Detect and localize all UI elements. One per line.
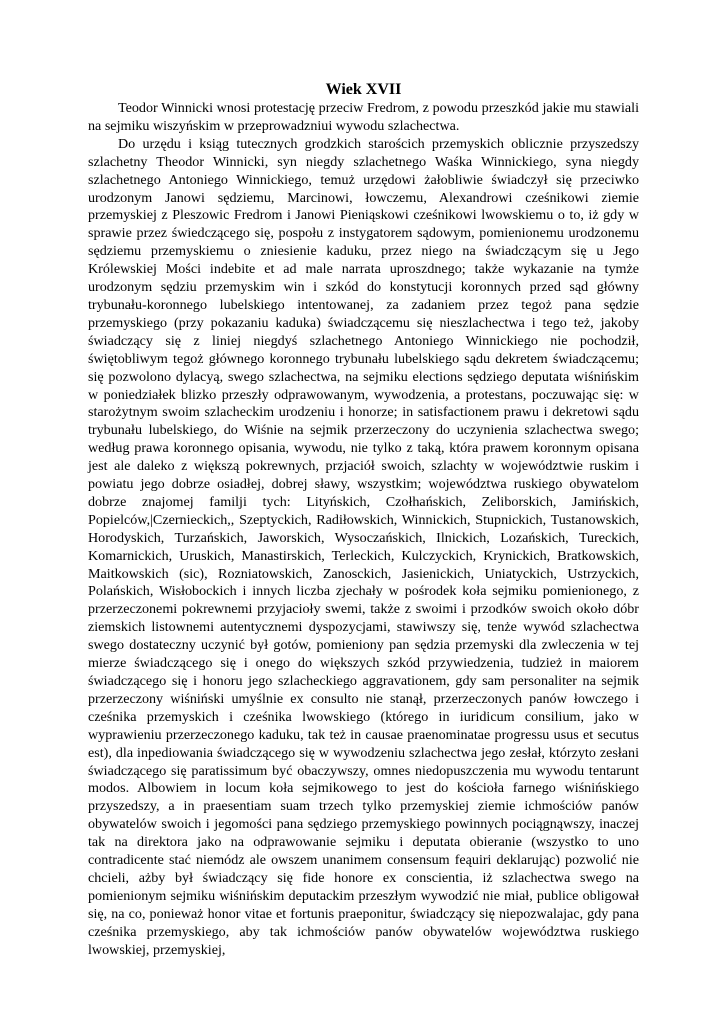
document-page <box>88 80 639 960</box>
document-paragraph-2: Do urzędu i ksiąg tutecznych grodzkich starościch przemyskich oblicznie przyszedszy szlachetny Theodor Winnicki, syn niegdy szlachetnego Waśka Winnickiego, syna niegdy szlachetnego Antoniego Winnickiego, temuż urzędowi żałobliwie świadczył się przeciwko urodzonym Janowi sędziemu, Marcinowi, łowczemu, Alexandrowi cześnikowi ziemie przemyskiej z Pleszowic Fredrom i Janowi Pieniąskowi cześnikowi lwowskiemu o to, iż gdy w sprawie przez świedczącego się, pospołu z instygatorem sądowym, pomienionemu urodzonemu sędziemu przemyskiemu o zniesienie kaduku, przez niego na świadczącym się u Jego Królewskiej Mości indebite et ad male narrata uproszdnego; także wykazanie na tymże urodzonym sędziu przemyskim win i szkód do konstytucji koronnych przed sąd główny trybunału-koronnego lubelskiego intentowanej, za zadaniem przez tegoż pana sędzie przemyskiego (przy pokazaniu kaduka) świadczącemu się nieszlachectwa i tego też, jakoby świadczący się z liniej niegdyś szlachetnego Antoniego Winnickiego nie pochodził, świętobliwym tegoż głównego koronnego trybunału lubelskiego sądu dekretem świadczącemu; się pozwolono dylacyą, swego szlachectwa, na sejmiku elections sędziego deputata wiśnińskim w poniedziałek blizko przeszły odprawowanym, wywodzenia, a protestans, poczuwając się: w starożytnym swoim szlacheckim urodzeniu i honorze; in satisfactionem prawu i dekretowi sądu trybunału lubelskiego, do Wiśnie na sejmik przerzeczony do uczynienia szlachectwa swego; według prawa koronnego opisania, wywodu, nie tylko z taką, która prawem koronnym opisana jest ale daleko z większą pokrewnych, przjaciół swoich, szlachty w województwie ruskim i powiatu jego dobrze osiadłej, dobrej sławy, wszystkim; województwa ruskiego obywatelom dobrze znajomej familji tych: Lityńskich, Czołhańskich, Zeliborskich, Jamińskich, Popielców,|Czernieckich,, Szeptyckich, Radiłowskich, Winnickich, Stupnickich, Tustanowskich, Horodyskich, Turzańskich, Jaworskich, Wysoczańskich, Ilnickich, Lozańskich, Tureckich, Komarnickich, Uruskich, Manastirskich, Terleckich, Kulczyckich, Krynickich, Bratkowskich, Maitkowskich (sic), Rozniatowskich, Zanosckich, Jasienickich, Uniatyckich, Ustrzyckich, Polańskich, Wisłobockich i innych liczba zjechały w pośrodek koła sejmiku pomienionego, z przerzeczonemi pokrewnemi przyjacioły swemi, także z swoimi i przodków swoich około dóbr ziemskich listownemi autentycznemi dyspozycjami, stawiwszy się, tenże wywód szlachectwa swego dostateczny uczynić był gotów, pomieniony pan sędzia przemyski dla zwleczenia w tej mierze świadczącego się i onego do większych szkód przywiedzenia, tudzież in maiorem świadczącego się i honoru jego szlacheckiego aggravationem, gdy sam personaliter na sejmik przerzeczony wiśniński umyślnie ex consulto nie stanął, przerzeczonych panów łowczego i cześnika przemyskich i cześnika lwowskiego (którego in iuridicum consilium, jako w wyprawieniu przerzeczonego kaduku, tak też in causae praenominatae progressu usus et secutus est), dla inpediowania świadczącego się w wywodzeniu szlachectwa jego zesłał, którzyto zesłani świadczącego się paratissimum być obaczywszy, omnes niedopuszczenia mu wywodu tentarunt modos. Albowiem in locum koła sejmikowego to jest do kościoła farnego wiśnińskiego przyszedszy, a in praesentiam suam trzech tylko przemyskiej ziemie ichmościów panów obywatelów swoich i jegomości pana sędziego przemyskiego powinnych pociągnąwszy, inaczej tak na direktora jako na odprawowanie sejmiku i deputata obieranie (wszystko to uno contradicente stać niemódz ale owszem unanimem consensum feąuiri deklarując) pozwolić nie chcieli, ażby był świadczący się fide honore ex conscientia, iż szlachectwa swego na pomienionym sejmiku wiśnińskim deputackim przeszłym wywodzić nie miał, publice obligował się, na co, ponieważ honor vitae et fortunis praeponitur, świadczący się niepozwalajac, gdy pana cześnika przemyskiego, aby tak ichmościów panów obywatelów województwa ruskiego lwowskiej, przemyskiej, <box>88 135 639 958</box>
document-title: Wiek XVII <box>325 81 402 98</box>
document-paragraph-1: Teodor Winnicki wnosi protestację przeciw Fredrom, z powodu przeszkód jakie mu stawiali na sejmiku wiszyńskim w przeprowadzniui wywodu szlachectwa. <box>88 100 639 134</box>
